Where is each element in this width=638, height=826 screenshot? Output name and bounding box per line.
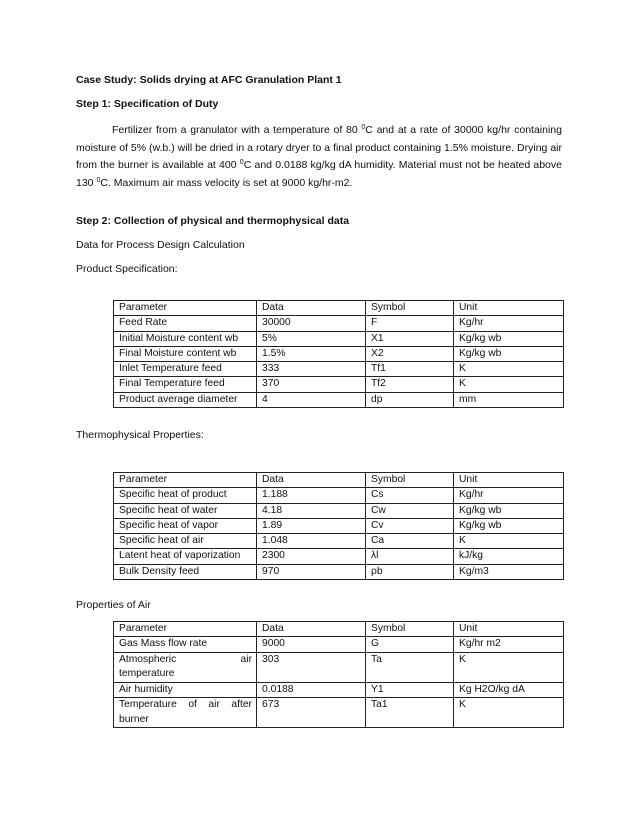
table-cell: K [454, 652, 564, 682]
table-cell: Bulk Density feed [114, 564, 257, 579]
table-cell: K [454, 377, 564, 392]
table-row [114, 503, 564, 518]
table-cell: Kg H2O/kg dA [454, 682, 564, 697]
step2-subheading: Data for Process Design Calculation [76, 239, 245, 251]
table-cell: K [454, 362, 564, 377]
table-row [114, 534, 564, 549]
table-cell: Final Moisture content wb [114, 346, 257, 361]
table-cell: Feed Rate [114, 316, 257, 331]
table-cell: kJ/kg [454, 549, 564, 564]
degree-superscript: 0 [239, 159, 244, 166]
table-cell: Symbol [366, 622, 454, 637]
table-row [114, 316, 564, 331]
table-row [114, 392, 564, 407]
table-cell: dp [366, 392, 454, 407]
table-cell: 1.048 [257, 534, 366, 549]
table-cell: Ta1 [366, 698, 454, 728]
table-cell: Kg/kg wb [454, 518, 564, 533]
table-cell: F [366, 316, 454, 331]
table-cell: Inlet Temperature feed [114, 362, 257, 377]
table-cell: Cs [366, 488, 454, 503]
table-cell: 4.18 [257, 503, 366, 518]
document-title: Case Study: Solids drying at AFC Granulation Plant 1 [76, 74, 342, 86]
table-cell: 970 [257, 564, 366, 579]
step1-text-b: C and at a rate of 30000 kg/hr containing moisture of 5% (w.b.) will be dried in a rotary dryer to a final product containing 1.5% moisture. Drying air from the burner is available at 400 [76, 124, 562, 171]
table-cell: Final Temperature feed [114, 377, 257, 392]
table-cell: 673 [257, 698, 366, 728]
air-label: Properties of Air [76, 599, 151, 611]
table-cell: Data [257, 301, 366, 316]
table-cell: 303 [257, 652, 366, 682]
table-cell: 1.89 [257, 518, 366, 533]
step1-text-c: C and 0.0188 kg/kg dA humidity. Material must not be heated above 130 [76, 159, 562, 189]
table-cell: Kg/kg wb [454, 346, 564, 361]
table-cell: 0.0188 [257, 682, 366, 697]
table-cell: Specific heat of water [114, 503, 257, 518]
table-cell: Y1 [366, 682, 454, 697]
table-header-row [114, 301, 564, 316]
cell-line: Atmospheric air [119, 653, 252, 665]
thermo-table [113, 472, 564, 580]
table-cell: Product average diameter [114, 392, 257, 407]
cell-line: Temperature of air after [119, 699, 252, 711]
table-header-row [114, 473, 564, 488]
table-row [114, 637, 564, 652]
table-cell: 2300 [257, 549, 366, 564]
table-cell: 333 [257, 362, 366, 377]
table-cell: G [366, 637, 454, 652]
table-cell: Unit [454, 473, 564, 488]
table-cell: Parameter [114, 301, 257, 316]
step1-heading: Step 1: Specification of Duty [76, 98, 219, 110]
table-cell: Ca [366, 534, 454, 549]
table-row [114, 346, 564, 361]
table-row [114, 331, 564, 346]
table-cell: Specific heat of air [114, 534, 257, 549]
table-cell: Initial Moisture content wb [114, 331, 257, 346]
table-cell: Unit [454, 301, 564, 316]
table-row [114, 698, 564, 728]
table-cell: Kg/hr m2 [454, 637, 564, 652]
table-cell [114, 698, 257, 728]
table-cell: Air humidity [114, 682, 257, 697]
degree-superscript: 0 [361, 124, 366, 131]
table-cell: Kg/hr [454, 316, 564, 331]
table-row [114, 549, 564, 564]
table-cell: 9000 [257, 637, 366, 652]
step2-heading: Step 2: Collection of physical and thermophysical data [76, 215, 350, 227]
thermo-label: Thermophysical Properties: [76, 429, 204, 441]
table-cell: Unit [454, 622, 564, 637]
product-spec-table [113, 300, 564, 408]
table-cell: 30000 [257, 316, 366, 331]
table-cell: Kg/kg wb [454, 503, 564, 518]
table-cell: 1.188 [257, 488, 366, 503]
step1-paragraph [76, 122, 562, 192]
air-table [113, 621, 564, 728]
table-cell: Tf2 [366, 377, 454, 392]
product-spec-label: Product Specification: [76, 263, 178, 275]
table-cell: Cv [366, 518, 454, 533]
step1-text-a: Fertilizer from a granulator with a temperature of 80 [112, 124, 362, 136]
table-cell: K [454, 534, 564, 549]
table-cell: Ta [366, 652, 454, 682]
table-row [114, 488, 564, 503]
cell-line: burner [119, 713, 149, 725]
table-cell: 4 [257, 392, 366, 407]
table-cell: 1.5% [257, 346, 366, 361]
table-cell: ρb [366, 564, 454, 579]
table-cell: Symbol [366, 473, 454, 488]
table-cell: Gas Mass flow rate [114, 637, 257, 652]
table-cell: λl [366, 549, 454, 564]
table-cell: Parameter [114, 473, 257, 488]
table-cell: Specific heat of product [114, 488, 257, 503]
table-cell: K [454, 698, 564, 728]
table-cell: Kg/m3 [454, 564, 564, 579]
table-row [114, 362, 564, 377]
table-cell: Specific heat of vapor [114, 518, 257, 533]
table-cell: mm [454, 392, 564, 407]
table-header-row [114, 622, 564, 637]
table-cell: Cw [366, 503, 454, 518]
step1-text-d: C. Maximum air mass velocity is set at 9000 kg/hr-m2. [100, 176, 353, 189]
table-cell: 370 [257, 377, 366, 392]
table-cell: Data [257, 622, 366, 637]
table-cell: X2 [366, 346, 454, 361]
table-cell: Latent heat of vaporization [114, 549, 257, 564]
table-row [114, 564, 564, 579]
table-cell: Kg/kg wb [454, 331, 564, 346]
table-cell: X1 [366, 331, 454, 346]
table-cell [114, 652, 257, 682]
table-cell: Symbol [366, 301, 454, 316]
degree-superscript: 0 [96, 176, 101, 184]
table-row [114, 377, 564, 392]
table-cell: Kg/hr [454, 488, 564, 503]
table-cell: Tf1 [366, 362, 454, 377]
table-cell: 5% [257, 331, 366, 346]
table-cell: Parameter [114, 622, 257, 637]
table-row [114, 682, 564, 697]
cell-line: temperature [119, 668, 175, 680]
table-row [114, 518, 564, 533]
table-cell: Data [257, 473, 366, 488]
table-row [114, 652, 564, 682]
